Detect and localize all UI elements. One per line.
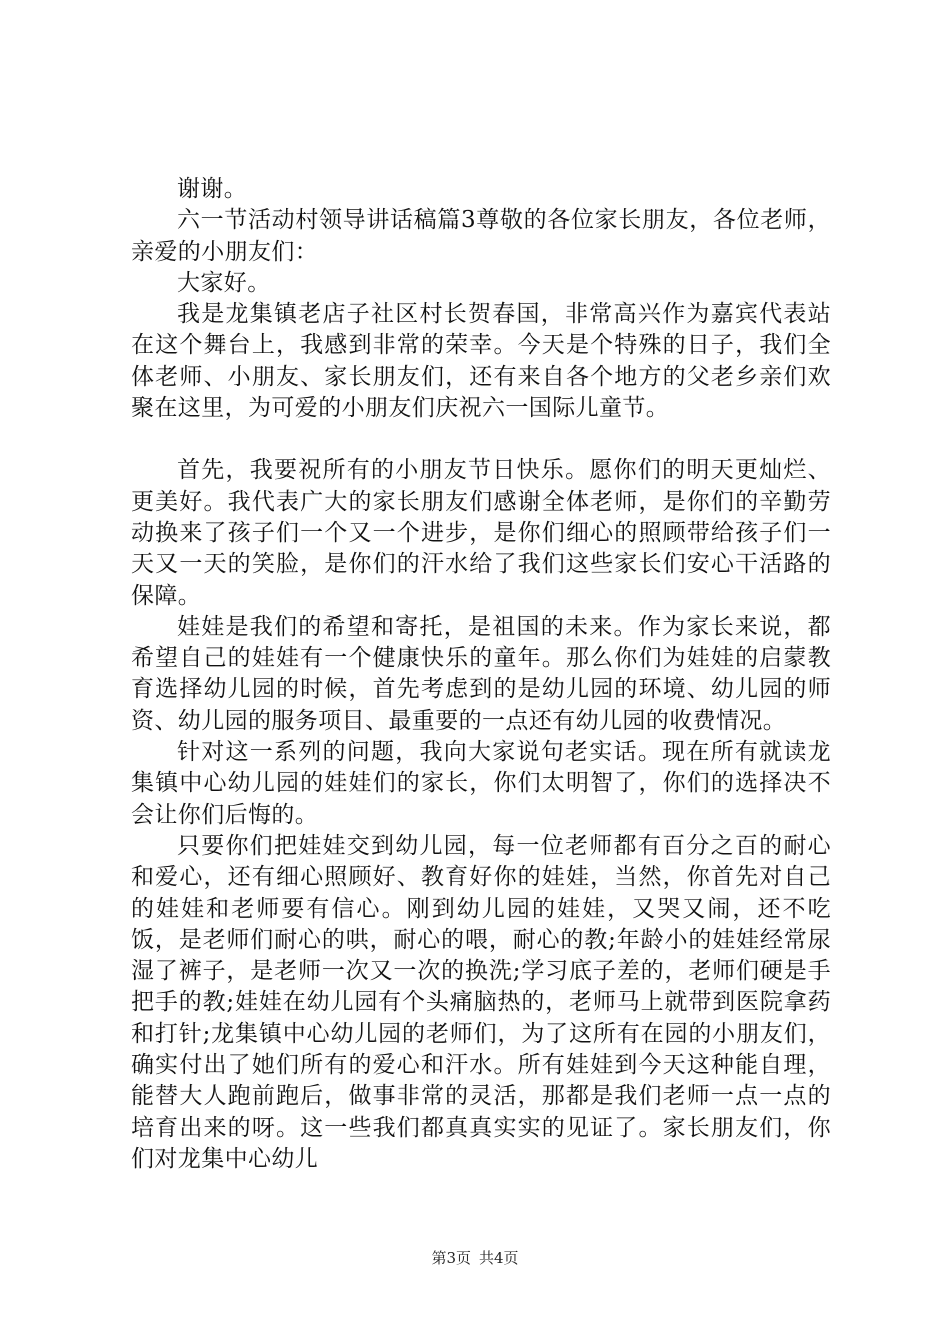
paragraph: 谢谢。 (177, 176, 248, 202)
paragraph: 我是龙集镇老店子社区村长贺春国，非常高兴作为嘉宾代表站在这个舞台上，我感到非常的荣幸。今天是个特殊的日子，我们全体老师、小朋友、家长朋友们，还有来自各个地方的父老乡亲们欢聚在这里，为可爱的小朋友们庆祝六一国际儿童节。 (131, 301, 831, 422)
page-total: 共4页 (479, 1249, 519, 1267)
paragraph: 六一节活动村领导讲话稿篇3尊敬的各位家长朋友，各位老师，亲爱的小朋友们： (131, 207, 831, 265)
paragraph: 大家好。 (177, 269, 271, 296)
page-number: 第3页 (431, 1249, 471, 1267)
paragraph: 首先，我要祝所有的小朋友节日快乐。愿你们的明天更灿烂、更美好。我代表广大的家长朋友们感谢全体老师，是你们的辛勤劳动换来了孩子们一个又一个进步，是你们细心的照顾带给孩子们一天又一天的笑脸，是你们的汗水给了我们这些家长们安心干活路的保障。 (131, 457, 831, 609)
document-body (131, 174, 831, 1175)
paragraph: 娃娃是我们的希望和寄托，是祖国的未来。作为家长来说，都希望自己的娃娃有一个健康快乐的童年。那么你们为娃娃的启蒙教育选择幼儿园的时候，首先考虑到的是幼儿园的环境、幼儿园的师资、幼儿园的服务项目、最重要的一点还有幼儿园的收费情况。 (131, 613, 831, 734)
paragraph: 只要你们把娃娃交到幼儿园，每一位老师都有百分之百的耐心和爱心，还有细心照顾好、教育好你的娃娃，当然，你首先对自己的娃娃和老师要有信心。刚到幼儿园的娃娃，又哭又闹，还不吃饭，是老师们耐心的哄，耐心的喂，耐心的教;年龄小的娃娃经常尿湿了裤子，是老师一次又一次的换洗;学习底子差的，老师们硬是手把手的教;娃娃在幼儿园有个头痛脑热的，老师马上就带到医院拿药和打针;龙集镇中心幼儿园的老师们，为了这所有在园的小朋友们，确实付出了她们所有的爱心和汗水。所有娃娃到今天这种能自理，能替大人跑前跑后，做事非常的灵活，那都是我们老师一点一点的培育出来的呀。这一些我们都真真实实的见证了。家长朋友们，你们对龙集中心幼儿 (131, 832, 831, 1172)
page-footer (0, 1248, 950, 1268)
paragraph: 针对这一系列的问题，我向大家说句老实话。现在所有就读龙集镇中心幼儿园的娃娃们的家长，你们太明智了，你们的选择决不会让你们后悔的。 (131, 739, 831, 828)
